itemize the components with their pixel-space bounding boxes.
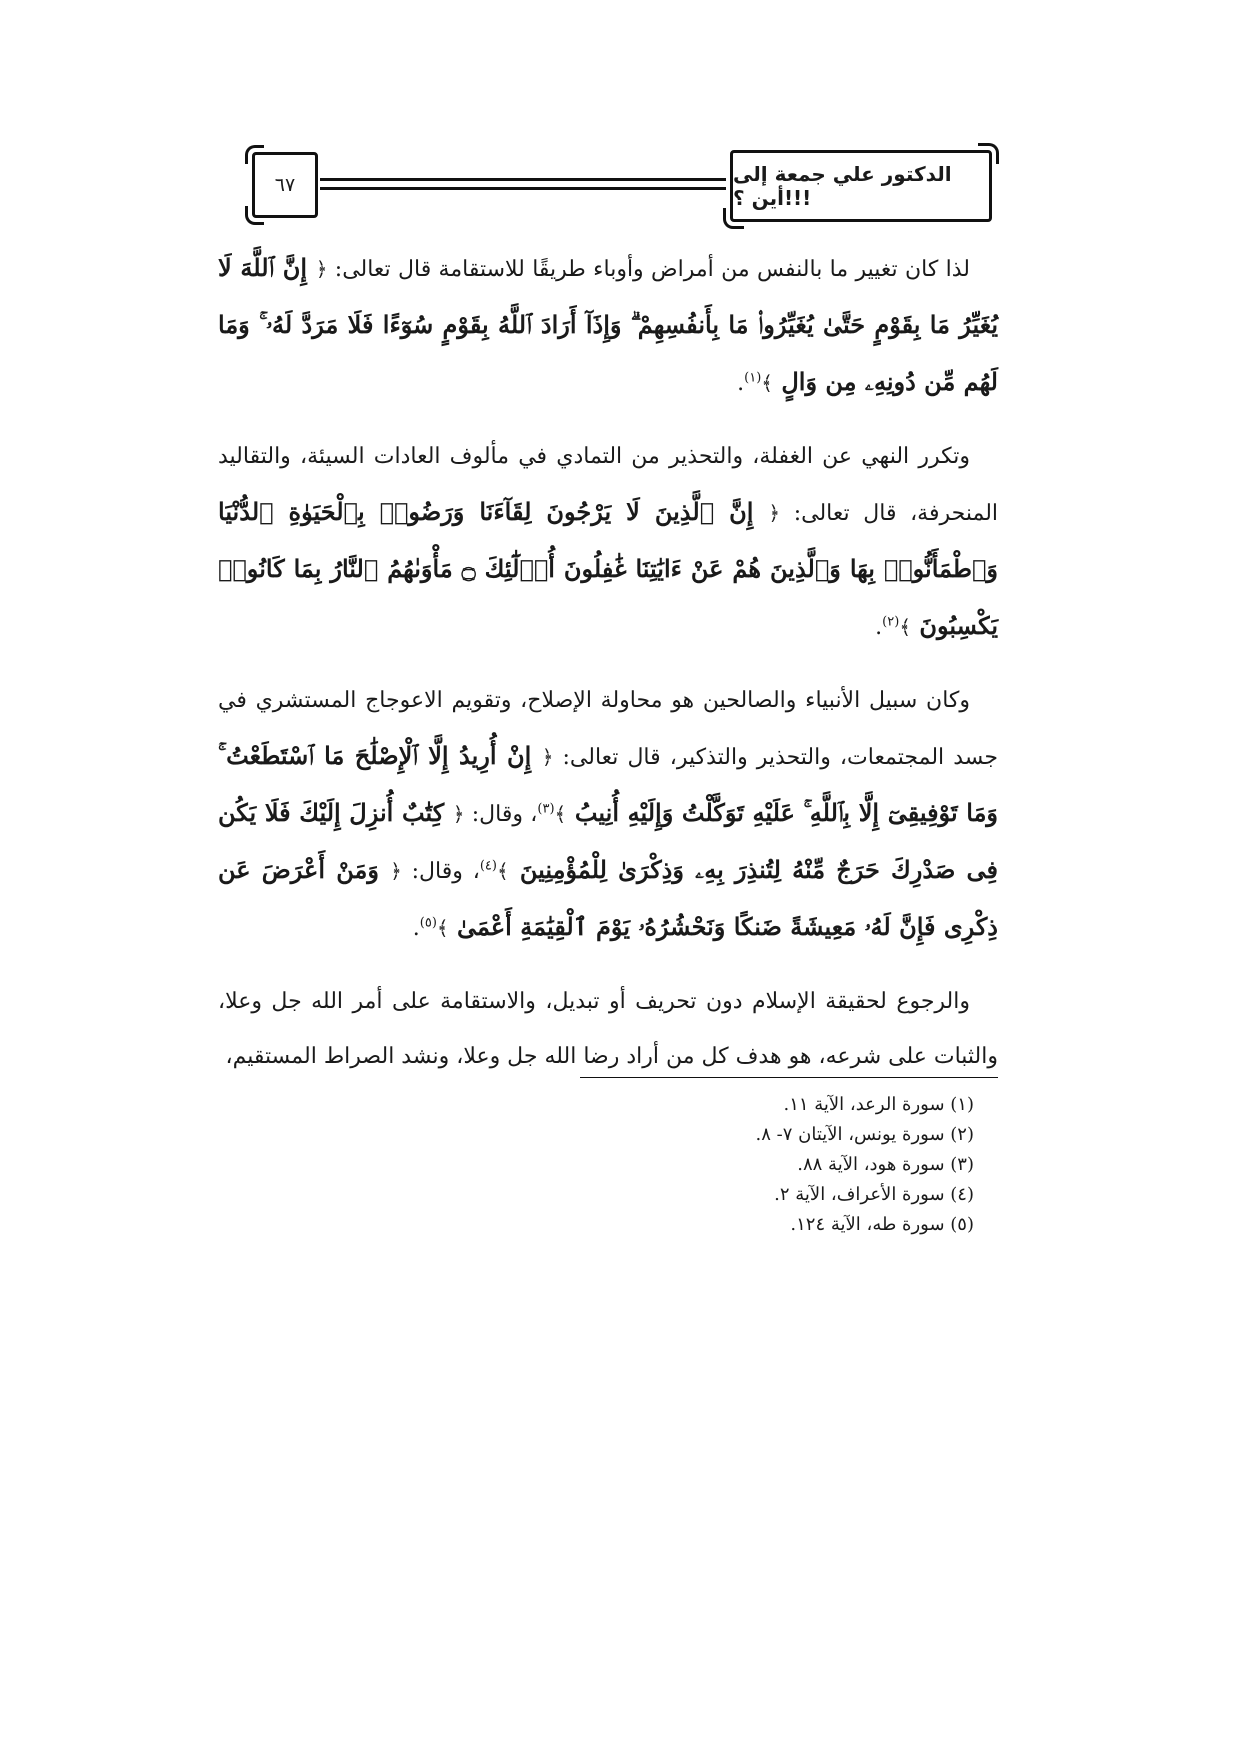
footnote-reference: (٣) xyxy=(537,801,555,817)
footnote-item: (٥) سورة طه، الآية ١٢٤. xyxy=(790,1214,974,1235)
page-header xyxy=(252,140,992,235)
verse-bracket: ﴾ xyxy=(436,916,449,940)
quran-verse: وَمَنْ أَعْرَضَ عَن ذِكْرِى فَإِنَّ لَهُۥ مَعِيشَةً ضَنكًا وَنَحْشُرُهُۥ يَوْمَ ٱلْقِيَٰمَةِ أَعْمَىٰ xyxy=(218,855,998,941)
footnote-reference: (٢) xyxy=(882,614,900,630)
verse-bracket: ﴿ xyxy=(315,257,328,281)
verse-bracket: ﴾ xyxy=(554,802,567,826)
footnote-item: (٤) سورة الأعراف، الآية ٢. xyxy=(774,1184,974,1205)
page-number: ٦٧ xyxy=(252,152,318,218)
verse-bracket: ﴾ xyxy=(761,371,773,395)
body-text-run: لذا كان تغيير ما بالنفس من أمراض وأوباء طريقًا للاستقامة قال تعالى: xyxy=(327,257,971,282)
footnote-reference: (٥) xyxy=(419,915,437,931)
footnote-reference: (٤) xyxy=(479,858,497,874)
body-text-run: وتكرر النهي عن الغفلة، والتحذير من التمادي في مألوف العادات السيئة، والتقاليد المنحرفة، قال تعالى: xyxy=(218,444,999,526)
verse-bracket: ﴿ xyxy=(390,859,402,883)
body-text xyxy=(218,240,998,1102)
body-text-run: والرجوع لحقيقة الإسلام دون تحريف أو تبديل، والاستقامة على أمر الله جل وعلا، والثبات على شرعه، هو هدف كل من أراد رضا الله جل وعلا، ونشد الصراط المستقيم، xyxy=(218,989,998,1069)
body-text-run: . xyxy=(875,615,883,640)
body-text-run: ، وقال: xyxy=(464,802,538,827)
verse-bracket: ﴿ xyxy=(452,802,465,826)
footnote-reference: (١) xyxy=(744,370,762,386)
paragraph xyxy=(218,673,998,956)
body-text-run: وكان سبيل الأنبياء والصالحين هو محاولة الإصلاح، وتقويم الاعوجاج المستشري في جسد المجتمعات، والتحذير والتذكير، قال تعالى: xyxy=(218,688,998,770)
footnote-item: (٢) سورة يونس، الآيتان ٧- ٨. xyxy=(755,1124,974,1145)
body-text-run: ، وقال: xyxy=(401,859,480,884)
header-divider xyxy=(320,178,726,190)
running-title: الدكتور علي جمعة إلى أين ؟!!! xyxy=(730,150,992,222)
quran-verse: كِتَٰبٌ أُنزِلَ إِلَيْكَ فَلَا يَكُن فِى صَدْرِكَ حَرَجٌ مِّنْهُ لِتُنذِرَ بِهِۦ وَذِكْرَىٰ لِلْمُؤْمِنِينَ xyxy=(218,798,999,884)
footnote-item: (١) سورة الرعد، الآية ١١. xyxy=(783,1094,974,1115)
body-text-run: . xyxy=(412,916,420,941)
verse-bracket: ﴿ xyxy=(541,745,554,769)
footnote-item: (٣) سورة هود، الآية ٨٨. xyxy=(797,1154,974,1175)
verse-bracket: ﴿ xyxy=(768,501,781,525)
paragraph xyxy=(218,974,998,1084)
paragraph xyxy=(218,240,998,411)
footnote-divider xyxy=(580,1077,998,1078)
verse-bracket: ﴾ xyxy=(899,615,912,639)
quran-verse: إِنَّ ٱللَّهَ لَا يُغَيِّرُ مَا بِقَوْمٍ حَتَّىٰ يُغَيِّرُوا۟ مَا بِأَنفُسِهِمْ ۗ وَإِذَآ أَرَادَ ٱللَّهُ بِقَوْمٍ سُوٓءًا فَلَا مَرَدَّ لَهُۥ ۚ وَمَا لَهُم مِّن دُونِهِۦ مِن وَالٍ xyxy=(218,253,998,396)
verse-bracket: ﴾ xyxy=(496,859,509,883)
quran-verse: إِنْ أُرِيدُ إِلَّا ٱلْإِصْلَٰحَ مَا ٱسْتَطَعْتُ ۚ وَمَا تَوْفِيقِىٓ إِلَّا بِٱللَّهِ ۚ عَلَيْهِ تَوَكَّلْتُ وَإِلَيْهِ أُنِيبُ xyxy=(218,741,999,827)
footnotes xyxy=(218,1090,986,1240)
body-text-run: . xyxy=(737,371,745,396)
paragraph xyxy=(218,429,998,655)
quran-verse: إِنَّ ٱلَّذِينَ لَا يَرْجُونَ لِقَآءَنَا وَرَضُوا۟ بِٱلْحَيَوٰةِ ٱلدُّنْيَا وَٱطْمَأَنُّوا۟ بِهَا وَٱلَّذِينَ هُمْ عَنْ ءَايَٰتِنَا غَٰفِلُونَ أُو۟لَٰٓئِكَ ۝ مَأْوَىٰهُمُ ٱلنَّارُ بِمَا كَانُوا۟ يَكْسِبُونَ xyxy=(218,497,998,640)
